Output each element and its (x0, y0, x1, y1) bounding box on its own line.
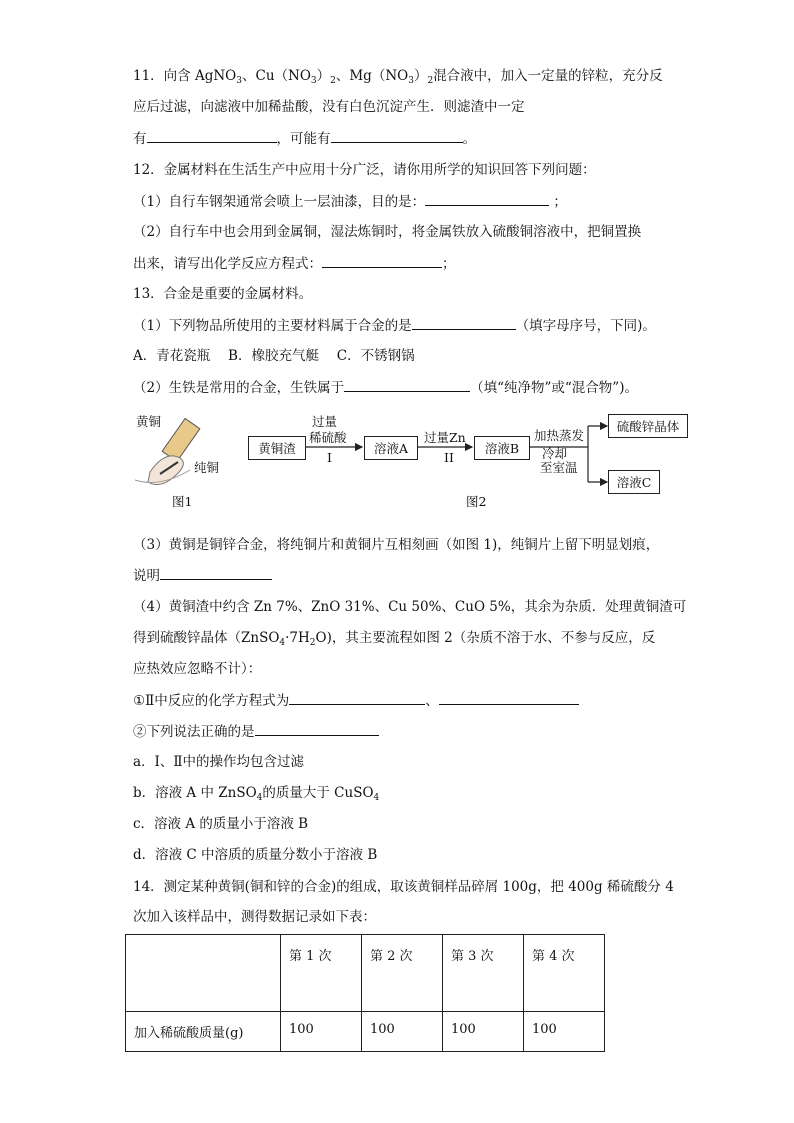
table-row (126, 1012, 605, 1052)
q12-p2-line2: 出来，请写出化学反应方程式： ； (133, 253, 456, 274)
q13-p3-line1: （3）黄铜是铜锌合金，将纯铜片和黄铜片互相刻画（如图 1)，纯铜片上留下明显划痕， (133, 537, 660, 553)
fig1-caption: 图1 (172, 494, 193, 509)
q13-blank-correct[interactable] (255, 721, 379, 736)
table-header-cell: 第 4 次 (524, 935, 605, 1012)
table-header-cell: 第 2 次 (362, 935, 443, 1012)
table-cell: 100 (281, 1012, 362, 1052)
fig1-label-copper: 纯铜 (194, 460, 220, 475)
q11-line2: 应后过滤，向滤液中加稀盐酸，没有白色沉淀产生．则滤渣中一定 (133, 99, 525, 115)
q12-title: 12．金属材料在生活生产中应用十分广泛，请你用所学的知识回答下列问题： (133, 162, 596, 178)
q13-p4-line1: （4）黄铜渣中约含 Zn 7%、ZnO 31%、Cu 50%、CuO 5%，其余为杂质．处理黄铜渣可 (133, 599, 687, 615)
q13-s2: ②下列说法正确的是 (133, 721, 379, 742)
flow-step1-num: I (327, 450, 332, 465)
flow-step2-top: 过量Zn (424, 430, 466, 445)
q13-s1: ①Ⅱ中反应的化学方程式为 、 (133, 690, 579, 711)
flow-box-brass-slag: 黄铜渣 (248, 436, 306, 460)
flow-step3-bot: 至室温 (540, 460, 578, 475)
q13-option-a: a．Ⅰ、Ⅱ中的操作均包含过滤 (133, 754, 305, 770)
flow-step1-top: 过量 (312, 414, 338, 429)
fig2-caption: 图2 (466, 494, 487, 509)
q13-p1: （1）下列物品所使用的主要材料属于合金的是 （填字母序号，下同)。 (133, 315, 656, 336)
table-cell: 100 (362, 1012, 443, 1052)
q12-blank-1[interactable] (425, 191, 549, 206)
fig1-label-brass: 黄铜 (136, 414, 162, 429)
table-header-cell: 第 1 次 (281, 935, 362, 1012)
q13-blank-2[interactable] (344, 377, 470, 392)
q13-option-c: c．溶液 A 的质量小于溶液 B (133, 816, 309, 832)
q13-p2: （2）生铁是常用的合金，生铁属于 （填“纯净物”或“混合物”)。 (133, 377, 638, 398)
q11-blank-possible[interactable] (331, 128, 463, 143)
q13-p4-line2: 得到硫酸锌晶体$(ZnSO_4\cdot 7H_2O)$，其主要流程如图 2（杂质不溶于水、不参与反应，反 (133, 630, 656, 648)
flow-step2-num: II (444, 450, 454, 465)
q13-blank-eq1[interactable] (289, 690, 425, 705)
flow-box-zinc-sulfate-crystal: 硫酸锌晶体 (608, 414, 688, 438)
q13-blank-eq2[interactable] (439, 690, 579, 705)
q13-option-b: b．溶液 A 中 ZnSO$_4$的质量大于 CuSO$_4$ (133, 785, 380, 803)
table-cell: 100 (443, 1012, 524, 1052)
q13-blank-3[interactable] (160, 565, 272, 580)
table-header-row (126, 935, 605, 1012)
q14-line2: 次加入该样品中，测得数据记录如下表： (133, 909, 376, 925)
q13-p4-line3: 应热效应忽略不计）： (133, 661, 262, 677)
q12-p1: （1）自行车钢架通常会喷上一层油漆，目的是： ； (133, 191, 567, 212)
q11-blank-certain[interactable] (147, 128, 277, 143)
q14-line1: 14．测定某种黄铜(铜和锌的合金)的组成，取该黄铜样品碎屑 100g，把 400g 稀硫酸分 4 (133, 879, 674, 895)
q12-blank-2[interactable] (322, 253, 442, 268)
flow-box-solution-c: 溶液C (608, 470, 660, 494)
q13-blank-1[interactable] (412, 315, 516, 330)
table-row-label: 加入稀硫酸质量(g) (126, 1012, 281, 1052)
q11-line1: 11．向含 AgNO$_3$、$Cu(NO_3)_2$、$Mg(NO_3)_2$混合液中，加入一定量的锌粒，充分反 (133, 68, 663, 86)
figure-1 (130, 410, 230, 510)
q13-option-d: d．溶液 C 中溶质的质量分数小于溶液 B (133, 847, 378, 863)
figure-2 (240, 410, 690, 510)
table-cell: 100 (524, 1012, 605, 1052)
q13-p3-line2: 说明 (133, 565, 272, 586)
q13-title: 13．合金是重要的金属材料。 (133, 286, 313, 302)
q11-line3: 有 ，可能有 。 (133, 128, 476, 149)
table-header-cell: 第 3 次 (443, 935, 524, 1012)
q14-data-table (125, 934, 605, 1052)
q12-p2-line1: （2）自行车中也会用到金属铜，湿法炼铜时，将金属铁放入硫酸铜溶液中，把铜置换 (133, 224, 642, 240)
flow-box-solution-b: 溶液B (474, 436, 530, 460)
flow-step3-mid: 冷却 (542, 446, 568, 461)
flow-step3-top: 加热蒸发 (534, 428, 585, 443)
q13-options: A．青花瓷瓶 B．橡胶充气艇 C．不锈钢锅 (133, 348, 415, 364)
flow-box-solution-a: 溶液A (364, 436, 418, 460)
flow-step1-mid: 稀硫酸 (309, 430, 347, 445)
table-header-cell (126, 935, 281, 1012)
